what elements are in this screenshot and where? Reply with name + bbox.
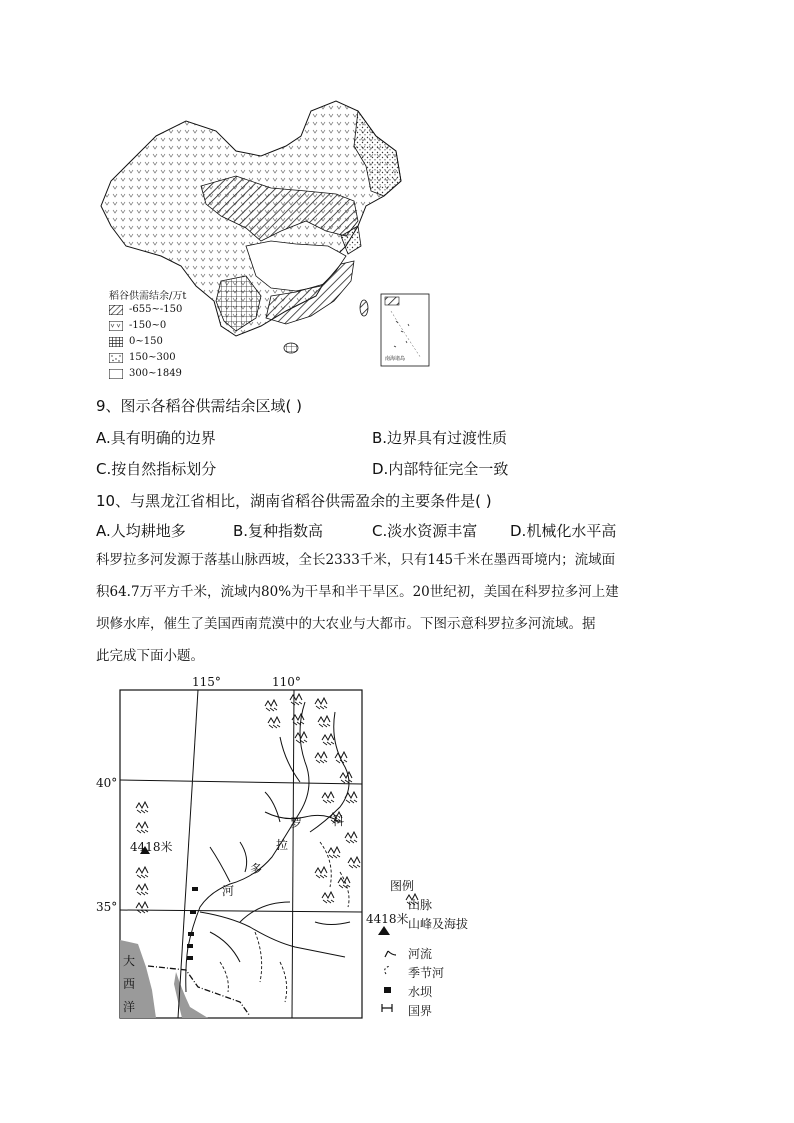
lat-label-35: 35° xyxy=(96,900,118,914)
legend-label-blank: 300~1849 xyxy=(129,368,182,379)
river-char-2: 罗 xyxy=(290,816,303,830)
legend-label-border: 国界 xyxy=(408,1004,433,1018)
lat-label-40: 40° xyxy=(96,776,118,790)
china-map-legend-title: 稻谷供需结余/万t xyxy=(109,291,187,302)
q10-option-c[interactable]: C.淡水资源丰富 xyxy=(372,522,478,540)
ocean-char-3: 洋 xyxy=(123,1000,136,1014)
colorado-river-map xyxy=(90,672,510,1032)
passage-line-3: 坝修水库，催生了美国西南荒漠中的大农业与大都市。下图示意科罗拉多河流域。据 xyxy=(96,616,596,632)
legend-label-grid: 0~150 xyxy=(129,336,163,347)
passage-line-2: 积64.7万平方千米，流域内80%为干旱和半干旱区。20世纪初，美国在科罗拉多河上建 xyxy=(96,584,619,600)
question-9-stem: 9、图示各稻谷供需结余区域( ) xyxy=(96,397,303,415)
ocean-char-2: 西 xyxy=(123,977,136,991)
q9-option-d[interactable]: D.内部特征完全一致 xyxy=(372,460,509,478)
taiwan-island xyxy=(360,300,368,316)
legend-label-peak: 山峰及海拔 xyxy=(408,917,469,931)
river-char-4: 多 xyxy=(250,862,263,876)
river-char-3: 拉 xyxy=(276,838,289,852)
legend-label-dam: 水坝 xyxy=(408,985,433,999)
hainan-island xyxy=(284,343,298,353)
colorado-legend-title: 图例 xyxy=(390,879,415,893)
legend-label-v: -150~0 xyxy=(129,320,167,331)
q10-option-a[interactable]: A.人均耕地多 xyxy=(96,522,186,540)
q9-option-c[interactable]: C.按自然指标划分 xyxy=(96,460,217,478)
q9-option-b[interactable]: B.边界具有过渡性质 xyxy=(372,429,508,447)
q9-option-a[interactable]: A.具有明确的边界 xyxy=(96,429,216,447)
south-sea-inset-label: 南海诸岛 xyxy=(385,356,406,362)
passage-line-1: 科罗拉多河发源于落基山脉西坡，全长2333千米，只有145千米在墨西哥境内；流域面 xyxy=(96,552,616,568)
passage-line-4: 此完成下面小题。 xyxy=(96,648,204,664)
lon-label-115: 115° xyxy=(192,675,221,689)
legend-label-seasonal-river: 季节河 xyxy=(408,966,445,980)
river-char-1: 科 xyxy=(332,814,345,828)
legend-label-hatch: -655~-150 xyxy=(129,304,183,315)
legend-label-dots: 150~300 xyxy=(129,352,176,363)
question-10-stem: 10、与黑龙江省相比，湖南省稻谷供需盈余的主要条件是( ) xyxy=(96,492,492,510)
ocean-char-1: 大 xyxy=(123,954,136,968)
legend-label-mountain: 山脉 xyxy=(408,898,433,912)
china-rice-map xyxy=(96,96,436,386)
q10-option-d[interactable]: D.机械化水平高 xyxy=(510,522,617,540)
river-char-5: 河 xyxy=(222,884,235,898)
legend-peak-elevation: 4418米 xyxy=(366,912,409,926)
q10-option-b[interactable]: B.复种指数高 xyxy=(233,522,324,540)
lon-label-110: 110° xyxy=(272,675,301,689)
legend-label-river: 河流 xyxy=(408,947,433,961)
peak-elevation-label: 4418米 xyxy=(130,840,173,854)
